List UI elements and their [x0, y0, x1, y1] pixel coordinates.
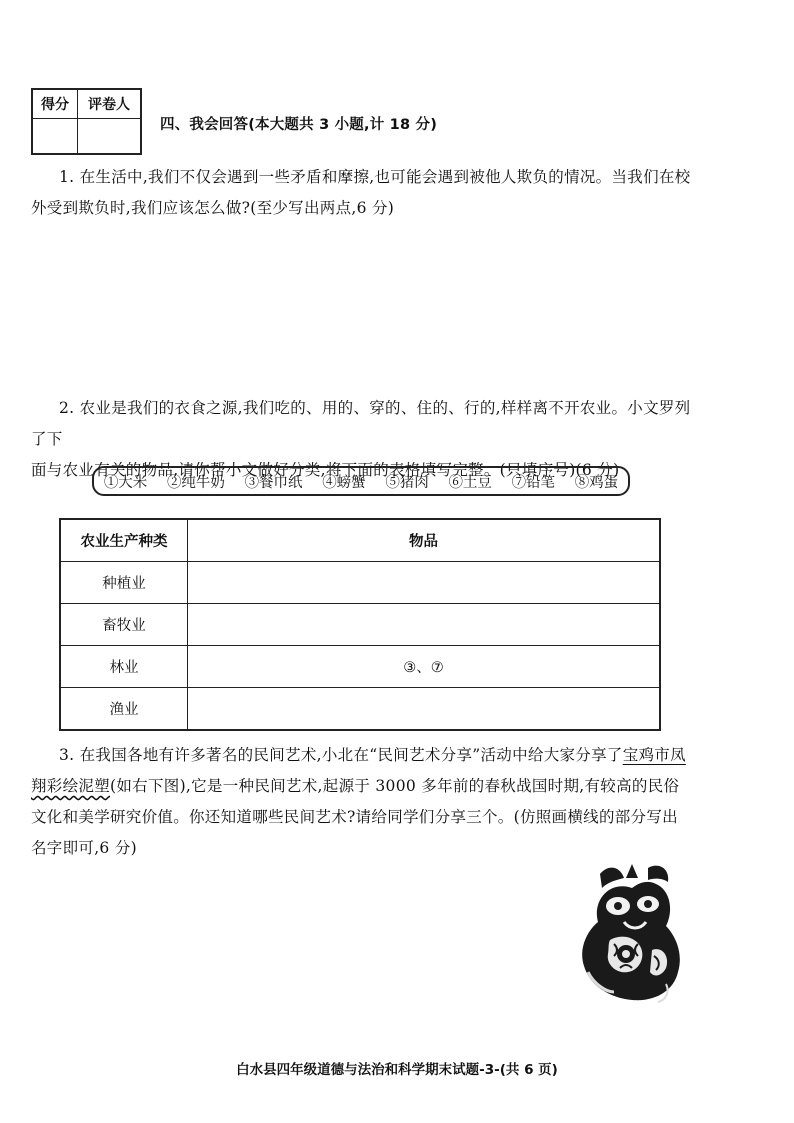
header-items: 物品 — [188, 519, 661, 562]
table-row — [60, 688, 660, 731]
q3-line-1-text: 3. 在我国各地有许多著名的民间艺术,小北在“民间艺术分享”活动中给大家分享了 — [59, 746, 623, 764]
grader-cell[interactable] — [78, 119, 142, 155]
row-type: 种植业 — [60, 562, 188, 604]
options-strip — [92, 466, 630, 496]
row-type: 渔业 — [60, 688, 188, 731]
score-label: 得分 — [32, 89, 78, 119]
score-box — [31, 88, 142, 155]
row-answer-cell[interactable] — [188, 604, 661, 646]
grader-label: 评卷人 — [78, 89, 142, 119]
clay-figure-image — [570, 860, 695, 1015]
q2-line-1: 2. 农业是我们的衣食之源,我们吃的、用的、穿的、住的、行的,样样离不开农业。小文罗列了下 — [31, 399, 691, 448]
table-header-row — [60, 519, 660, 562]
classification-table — [59, 518, 661, 731]
table-row — [60, 604, 660, 646]
option-item: ⑧鸡蛋 — [574, 474, 619, 491]
header-category: 农业生产种类 — [60, 519, 188, 562]
row-answer-cell[interactable] — [188, 562, 661, 604]
q1-line-2: 外受到欺负时,我们应该怎么做?(至少写出两点,6 分) — [31, 199, 395, 217]
row-answer-cell[interactable]: ③、⑦ — [188, 646, 661, 688]
option-item: ③餐巾纸 — [244, 474, 303, 491]
table-row — [60, 646, 660, 688]
table-row — [60, 562, 660, 604]
q3-line-2 — [31, 771, 701, 802]
section-title: 四、我会回答(本大题共 3 小题,计 18 分) — [160, 117, 438, 133]
q1-line-1: 1. 在生活中,我们不仅会遇到一些矛盾和摩擦,也可能会遇到被他人欺负的情况。当我们在校 — [59, 168, 691, 186]
option-item: ①大米 — [103, 474, 148, 491]
row-type: 畜牧业 — [60, 604, 188, 646]
option-item: ⑦铅笔 — [511, 474, 556, 491]
row-type: 林业 — [60, 646, 188, 688]
option-item: ⑤猪肉 — [385, 474, 429, 491]
option-item: ⑥土豆 — [448, 474, 492, 491]
q3-line-1 — [31, 740, 701, 771]
option-item: ②纯牛奶 — [166, 474, 225, 491]
row-answer-cell[interactable] — [188, 688, 661, 731]
q3-highlight-part-2: 翔彩绘泥塑 — [31, 777, 111, 795]
question-1 — [31, 162, 701, 224]
q2-line-2: 面与农业有关的物品,请你帮小文做好分类,将下面的表格填写完整。(只填序号)(6 分) — [31, 461, 620, 479]
question-3 — [31, 740, 701, 864]
q3-line-2-text: (如右下图),它是一种民间艺术,起源于 3000 多年前的春秋战国时期,有较高的民俗 — [110, 777, 680, 795]
q3-highlight-part-1: 宝鸡市凤 — [622, 746, 686, 764]
page-footer: 白水县四年级道德与法治和科学期末试题-3-(共 6 页) — [236, 1062, 558, 1078]
score-cell[interactable] — [32, 119, 78, 155]
q3-line-4: 名字即可,6 分) — [31, 839, 137, 857]
option-item: ④螃蟹 — [322, 474, 366, 491]
q3-line-3: 文化和美学研究价值。你还知道哪些民间艺术?请给同学们分享三个。(仿照画横线的部分写出 — [31, 808, 678, 826]
